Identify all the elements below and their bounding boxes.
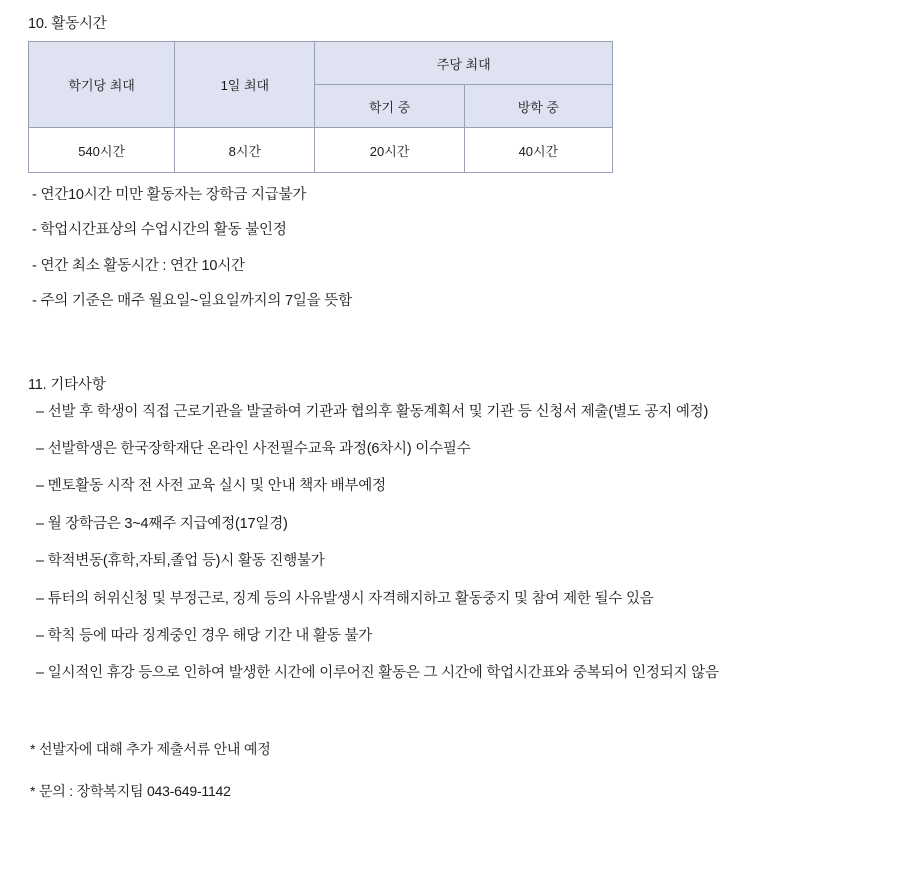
activity-hours-table bbox=[28, 41, 613, 173]
header-semester-max: 학기당 최대 bbox=[29, 42, 175, 128]
header-daily-max: 1일 최대 bbox=[175, 42, 315, 128]
list-item: - 연간10시간 미만 활동자는 장학금 지급불가 bbox=[32, 187, 307, 203]
section-spacer bbox=[22, 329, 898, 373]
list-item: – 월 장학금은 3~4째주 지급예정(17일경) bbox=[36, 515, 288, 532]
list-item: – 선발학생은 한국장학재단 온라인 사전필수교육 과정(6차시) 이수필수 bbox=[36, 440, 471, 457]
list-item: – 학적변동(휴학,자퇴,졸업 등)시 활동 진행불가 bbox=[36, 553, 325, 570]
list-item: – 학칙 등에 따라 징계중인 경우 해당 기간 내 활동 불가 bbox=[36, 627, 373, 644]
list-item: – 일시적인 휴강 등으로 인하여 발생한 시간에 이루어진 활동은 그 시간에 학업시간표와 중복되어 인정되지 않음 bbox=[36, 665, 719, 682]
value-weekly-during-vacation: 40시간 bbox=[464, 128, 612, 173]
list-item: – 멘토활동 시작 전 사전 교육 실시 및 안내 책자 배부예정 bbox=[36, 478, 386, 495]
value-semester-max: 540시간 bbox=[29, 128, 175, 173]
section-10-bullets bbox=[32, 187, 898, 311]
list-item: – 선발 후 학생이 직접 근로기관을 발굴하여 기관과 협의후 활동계획서 및 기관 등 신청서 제출(별도 공지 예정) bbox=[36, 403, 709, 420]
header-weekly-max: 주당 최대 bbox=[315, 42, 613, 85]
value-daily-max: 8시간 bbox=[175, 128, 315, 173]
list-item: - 연간 최소 활동시간 : 연간 10시간 bbox=[32, 257, 245, 274]
table-header-row-1 bbox=[29, 42, 613, 85]
header-weekly-during-vacation: 방학 중 bbox=[464, 85, 612, 128]
note-additional-documents: * 선발자에 대해 추가 제출서류 안내 예정 bbox=[30, 740, 271, 757]
list-item: - 주의 기준은 매주 월요일~일요일까지의 7일을 뜻함 bbox=[32, 293, 352, 310]
header-weekly-during-term: 학기 중 bbox=[315, 85, 464, 128]
section-10-heading: 10. 활동시간 bbox=[28, 16, 107, 32]
list-item: – 튜터의 허위신청 및 부정근로, 징계 등의 사유발생시 자격해지하고 활동중지 및 참여 제한 될수 있음 bbox=[36, 590, 654, 607]
list-item: - 학업시간표상의 수업시간의 활동 불인정 bbox=[32, 222, 287, 239]
section-11-bullets bbox=[36, 404, 898, 683]
value-weekly-during-term: 20시간 bbox=[315, 128, 464, 173]
footer-notes bbox=[30, 739, 898, 801]
note-contact: * 문의 : 장학복지팀 043-649-1142 bbox=[30, 782, 231, 799]
table-row bbox=[29, 128, 613, 173]
section-11-heading: 11. 기타사항 bbox=[28, 376, 106, 393]
